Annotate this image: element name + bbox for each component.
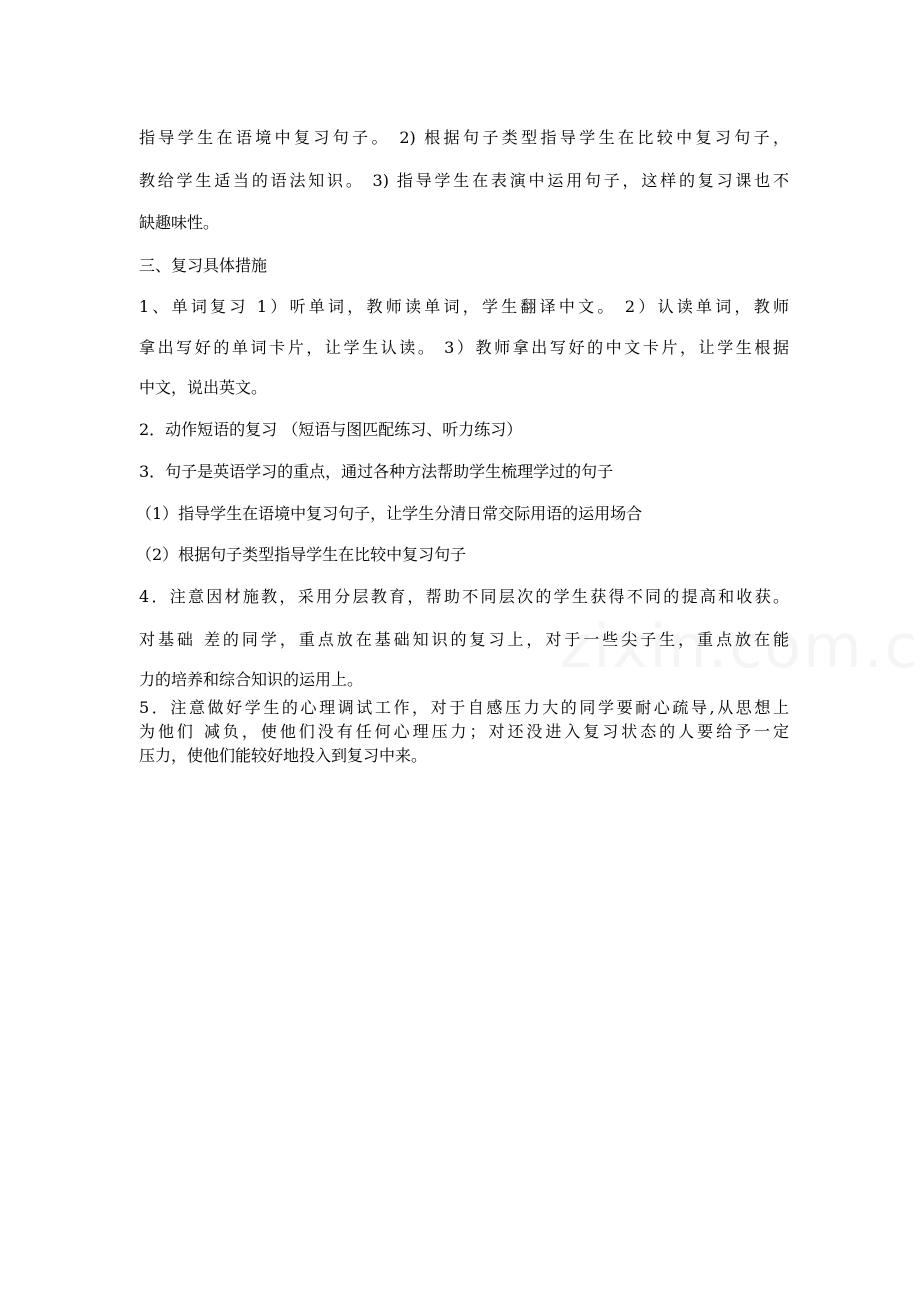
item-1-line-1: 1、单词复习 1）听单词，教师读单词，学生翻译中文。 2）认读单词，教师: [139, 297, 789, 316]
item-4-line-3: 力的培养和综合知识的运用上。: [139, 670, 364, 689]
item-4-line-1: 4．注意因材施教，采用分层教育，帮助不同层次的学生获得不同的提高和收获。: [139, 587, 789, 606]
item-4-line-2: 对基础 差的同学，重点放在基础知识的复习上，对于一些尖子生，重点放在能: [139, 630, 789, 649]
section-heading: 三、复习具体措施: [139, 256, 268, 275]
item-3: 3．句子是英语学习的重点，通过各种方法帮助学生梳理学过的句子: [139, 462, 614, 481]
item-5-line-3: 压力，使他们能较好地投入到复习中来。: [139, 746, 428, 765]
item-5-line-1: 5．注意做好学生的心理调试工作，对于自感压力大的同学要耐心疏导,从思想上: [139, 698, 789, 717]
item-2: 2．动作短语的复习 （短语与图匹配练习、听力练习）: [139, 420, 523, 439]
item-1-line-3: 中文，说出英文。: [139, 378, 268, 397]
paragraph-1-line-1: 指导学生在语境中复习句子。 2) 根据句子类型指导学生在比较中复习句子，: [139, 128, 789, 147]
item-5-line-2: 为他们 减负，使他们没有任何心理压力；对还没进入复习状态的人要给予一定: [139, 722, 789, 741]
item-3-sub-2: （2）根据句子类型指导学生在比较中复习句子: [136, 545, 467, 564]
paragraph-1-line-3: 缺趣味性。: [139, 213, 220, 232]
paragraph-1-line-2: 教给学生适当的语法知识。 3) 指导学生在表演中运用句子，这样的复习课也不: [139, 171, 789, 190]
item-1-line-2: 拿出写好的单词卡片，让学生认读。 3）教师拿出写好的中文卡片，让学生根据: [139, 338, 789, 357]
item-3-sub-1: （1）指导学生在语境中复习句子，让学生分清日常交际用语的运用场合: [136, 504, 643, 523]
